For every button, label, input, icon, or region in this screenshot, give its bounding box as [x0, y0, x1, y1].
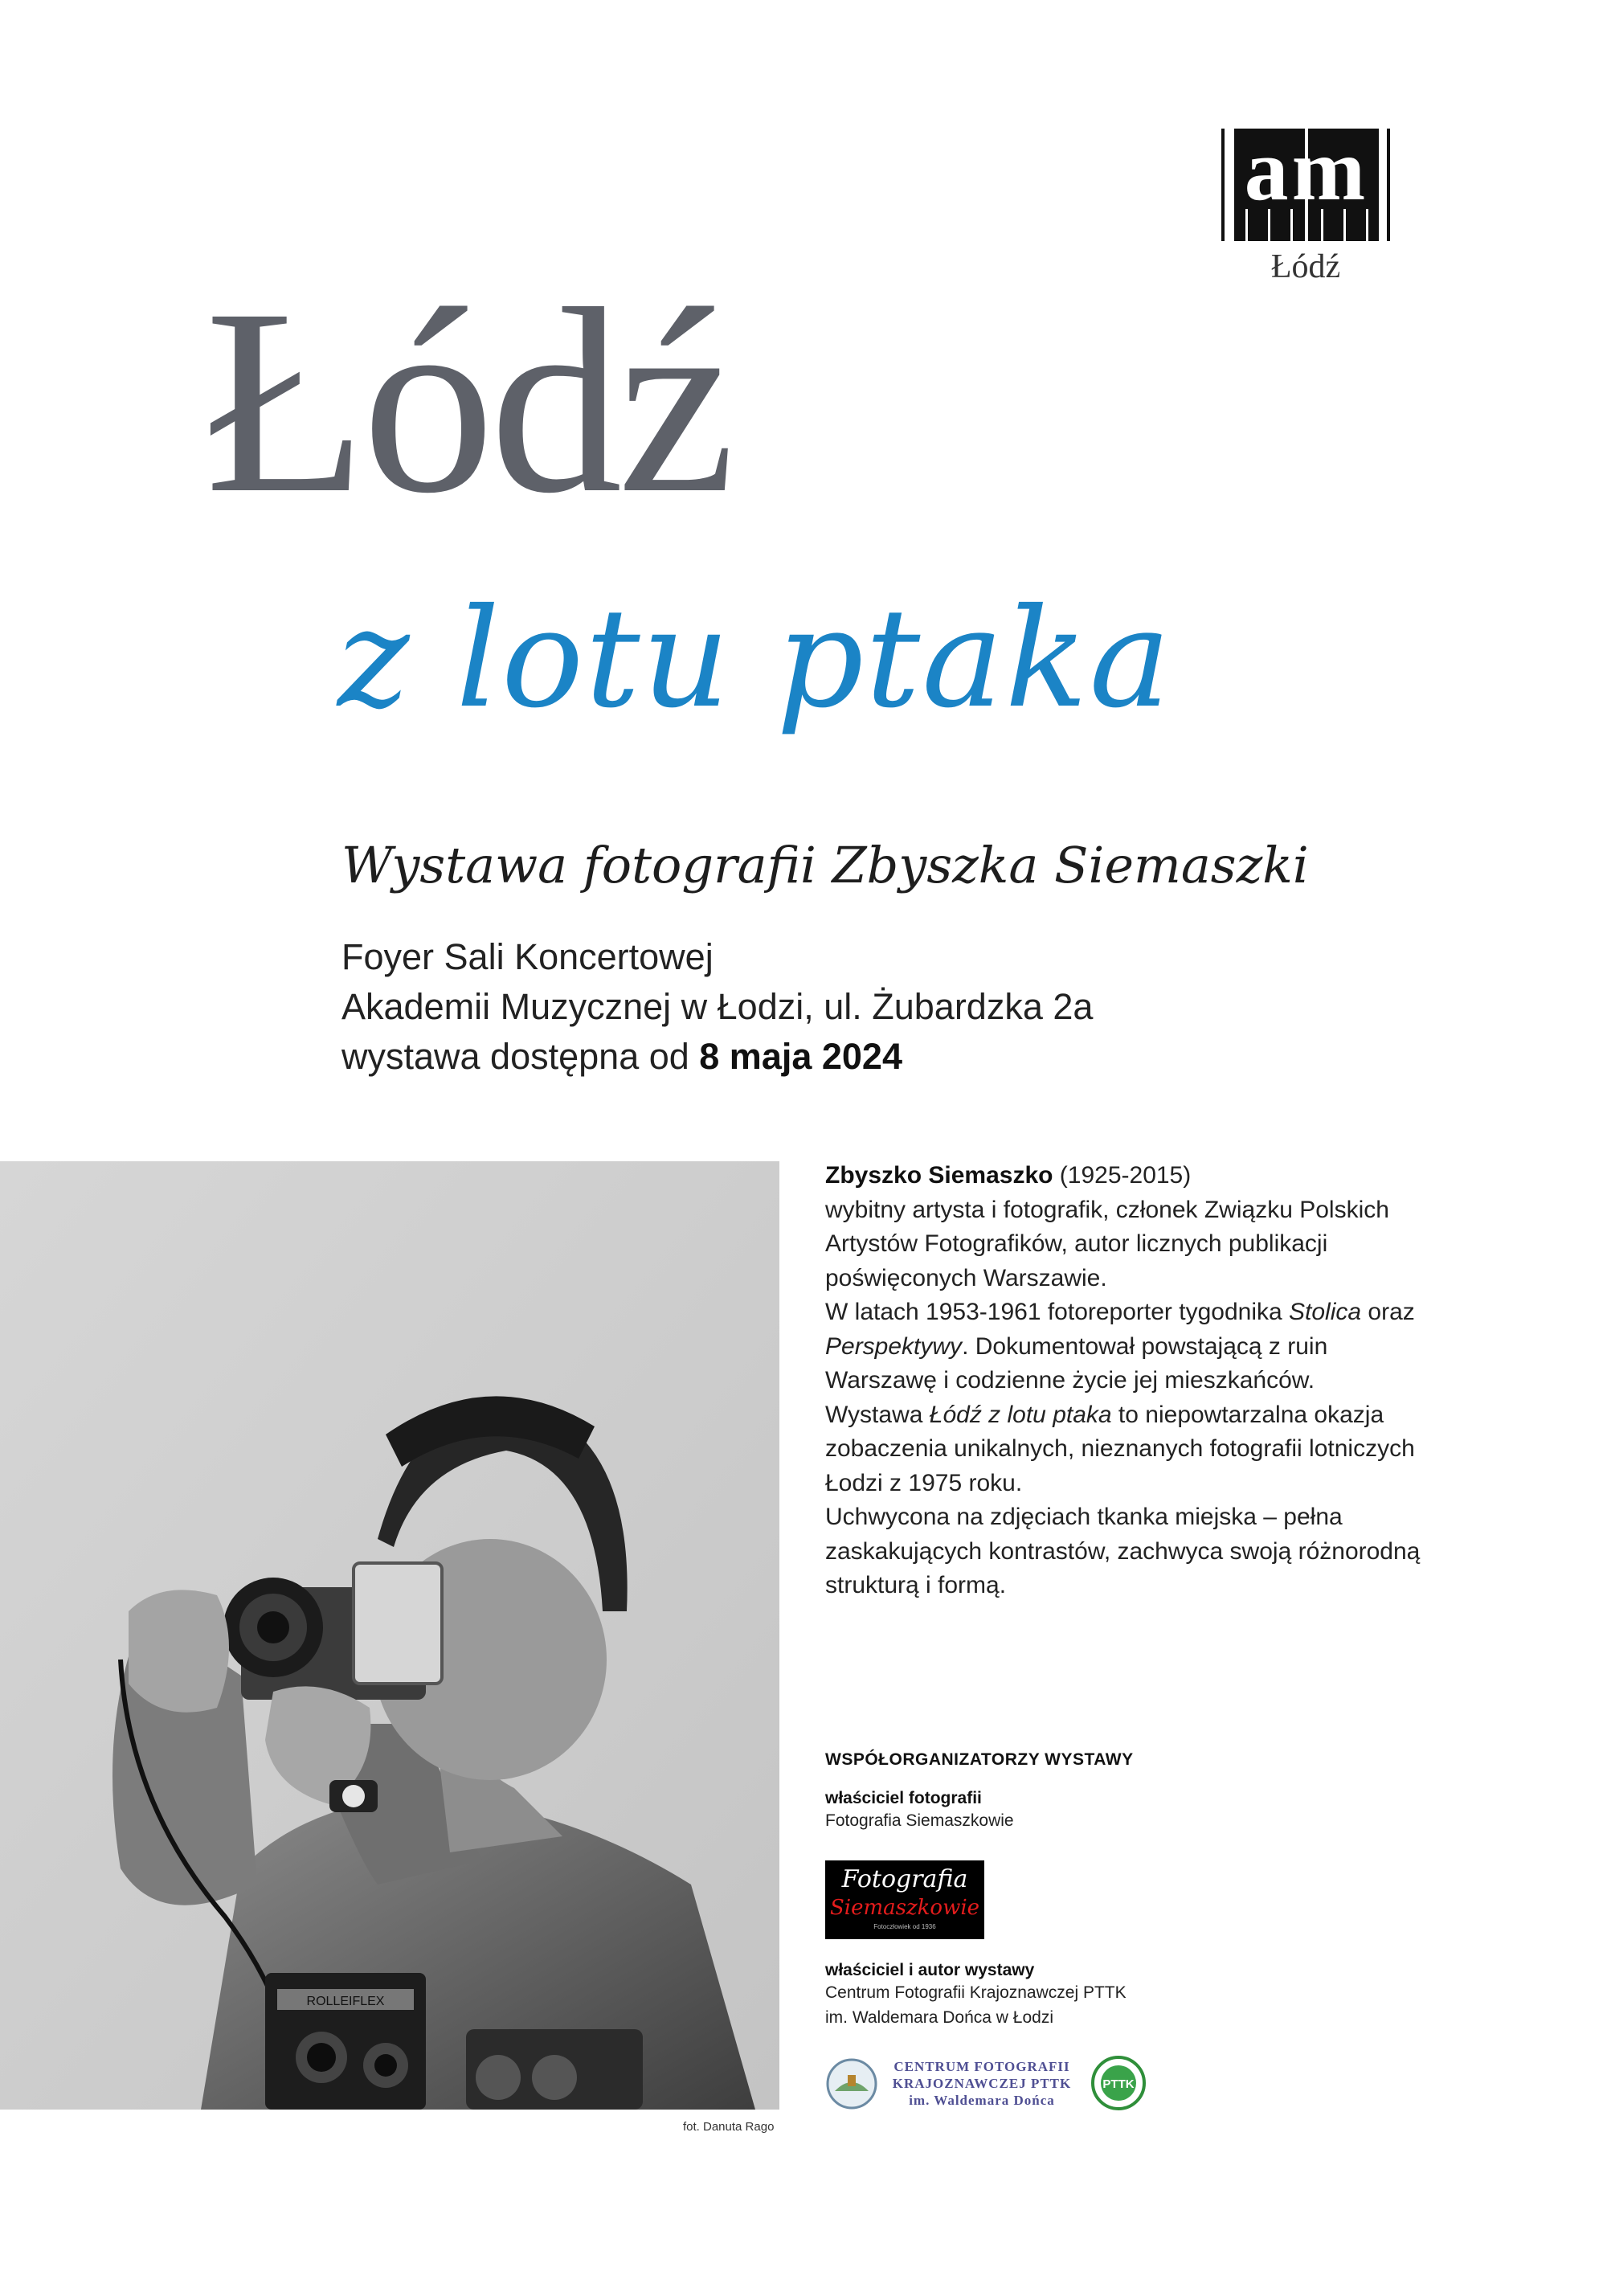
bio-p3-part-a: Wystawa — [825, 1401, 930, 1428]
bio-paragraph-4: Uchwycona na zdjęciach tkanka miejska – pełna zaskakujących kontrastów, zachwyca swoją różnorodną strukturą i formą. — [825, 1504, 1421, 1598]
page-title: Łódź — [205, 255, 731, 548]
exhibition-title: Wystawa fotografii Zbyszka Siemaszki — [341, 836, 1309, 894]
bio-text — [825, 1159, 1436, 1603]
cfk-line-2: KRAJOZNAWCZEJ PTTK — [892, 2076, 1072, 2091]
page-subtitle: z lotu ptaka — [337, 579, 1173, 739]
bio-heading — [825, 1159, 1436, 1193]
cfk-text — [885, 2058, 1078, 2109]
piano-keys-logo — [1221, 129, 1390, 241]
photo-owner-label: właściciel fotografii — [825, 1789, 982, 1807]
bio-p2-part-a: W latach 1953-1961 fotoreporter tygodnika — [825, 1299, 1290, 1325]
author-owner-line-2: im. Waldemara Dońca w Łodzi — [825, 2008, 1053, 2027]
cfk-line-3: im. Waldemara Dońca — [909, 2093, 1055, 2108]
bio-p3-part-b: to niepowtarzalna okazja zobaczenia unikalnych, nieznanych fotografii lotniczych Łodzi z 1975 roku. — [825, 1401, 1415, 1496]
siemaszkowie-logo — [825, 1860, 984, 1939]
cfk-logo — [825, 2053, 1147, 2114]
academy-logo — [1221, 129, 1390, 301]
venue-line-2: Akademii Muzycznej w Łodzi, ul. Żubardzka 2a — [341, 986, 1094, 1027]
cfk-emblem-icon — [825, 2057, 878, 2110]
siemaszkowie-logo-line3: Fotoczłowiek od 1936 — [873, 1923, 936, 1930]
pttk-badge-text: PTTK — [1102, 2077, 1135, 2091]
camera-label: ROLLEIFLEX — [306, 1995, 385, 2008]
author-owner-block — [825, 1961, 1468, 2030]
venue-line-3 — [341, 1032, 1093, 1082]
pttk-badge-icon — [1090, 2055, 1147, 2111]
siemaszkowie-logo-line1: Fotografia — [841, 1865, 968, 1893]
photo-credit: fot. Danuta Rago — [683, 2120, 775, 2134]
photographer-photo — [0, 1161, 779, 2110]
bio-paragraph-3 — [825, 1398, 1436, 1501]
bio-paragraph-2 — [825, 1295, 1436, 1398]
bio-name: Zbyszko Siemaszko — [825, 1162, 1053, 1189]
organizers-heading: WSPÓŁORGANIZATORZY WYSTAWY — [825, 1750, 1134, 1769]
photo-owner-name: Fotografia Siemaszkowie — [825, 1811, 1014, 1830]
bio-years: (1925-2015) — [1053, 1162, 1192, 1189]
bio-p2-part-b: oraz — [1361, 1299, 1415, 1325]
cfk-line-1: CENTRUM FOTOGRAFII — [893, 2059, 1070, 2074]
logo-city: Łódź — [1270, 248, 1341, 285]
author-owner-line-1: Centrum Fotografii Krajoznawczej PTTK — [825, 1983, 1127, 2002]
venue-date-prefix: wystawa dostępna od — [341, 1036, 700, 1077]
bio-p2-stolica: Stolica — [1289, 1299, 1362, 1325]
logo-letters: am — [1244, 129, 1369, 219]
venue-info — [341, 932, 1093, 1082]
author-owner-label: właściciel i autor wystawy — [825, 1961, 1035, 1979]
photo-illustration — [0, 1161, 779, 2110]
bio-paragraph-1: wybitny artysta i fotografik, członek Związku Polskich Artystów Fotografików, autor licznych publikacji poświęconych Warszawie. — [825, 1196, 1389, 1291]
venue-line-1: Foyer Sali Koncertowej — [341, 936, 714, 977]
siemaszkowie-logo-line2: Siemaszkowie — [829, 1896, 980, 1920]
bio-p2-perspektywy: Perspektywy — [825, 1332, 963, 1360]
bio-p2-part-c: . Dokumentował powstającą z ruin Warszawę i codzienne życie jej mieszkańców. — [825, 1332, 1328, 1394]
venue-date: 8 maja 2024 — [699, 1036, 902, 1077]
bio-p3-title: Łódź z lotu ptaka — [929, 1401, 1112, 1428]
organizers-section — [825, 1750, 1468, 1833]
